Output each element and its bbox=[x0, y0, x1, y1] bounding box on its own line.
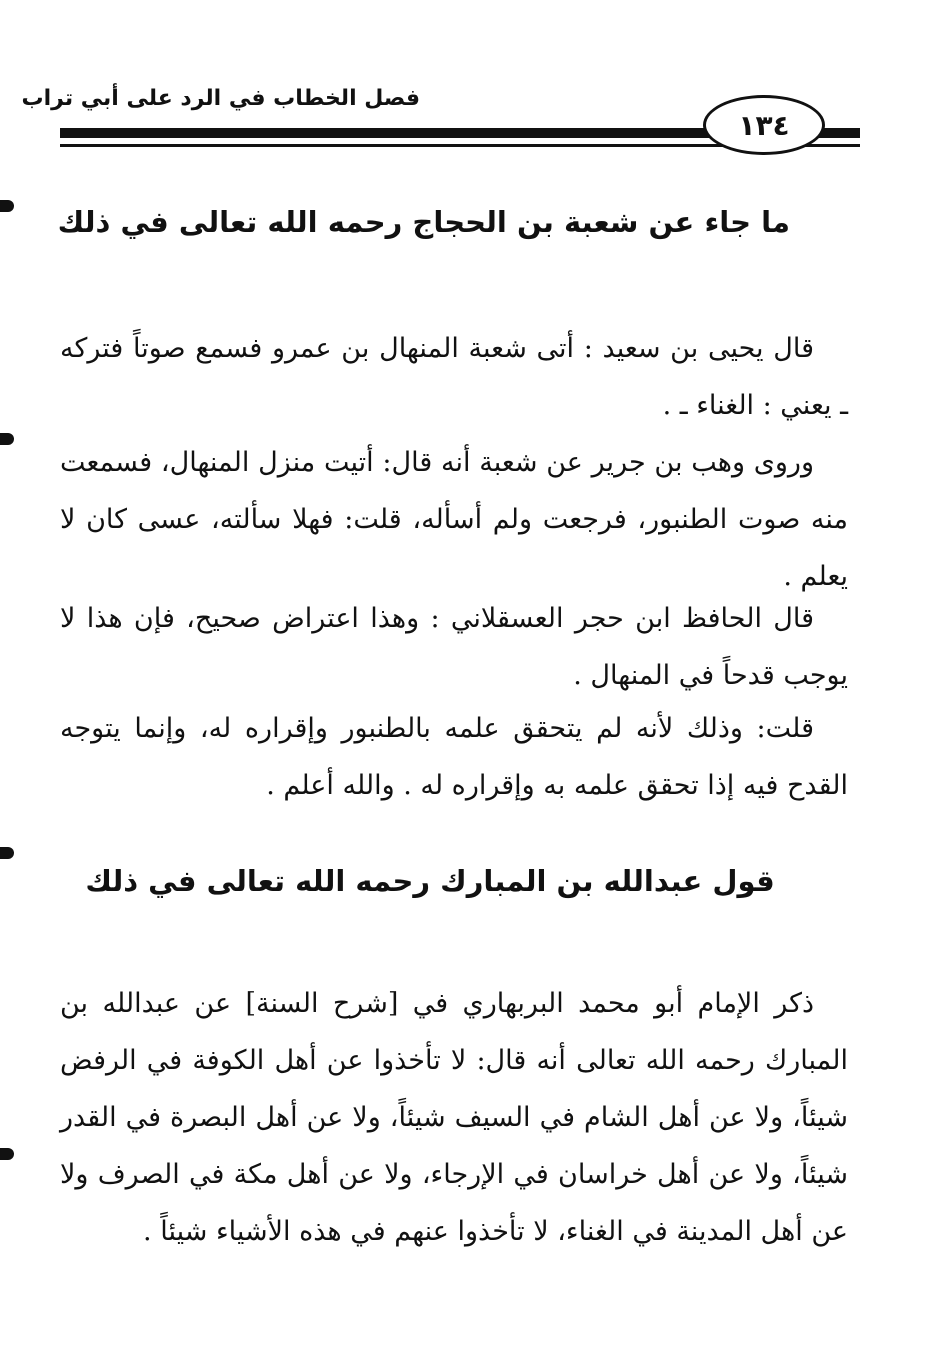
paragraph bbox=[60, 975, 848, 1260]
paragraph-text: وروى وهب بن جرير عن شعبة أنه قال: أتيت منزل المنهال، فسمعت منه صوت الطنبور، فرجعت ولم أسأله، قلت: فهلا سألته، عسى كان لا يعلم . bbox=[60, 447, 848, 592]
margin-tab-mark bbox=[0, 847, 14, 859]
page-number: ١٣٤ bbox=[703, 95, 825, 155]
margin-tab-mark bbox=[0, 200, 14, 212]
paragraph bbox=[60, 700, 848, 814]
margin-tab-mark bbox=[0, 1148, 14, 1160]
running-header-title: فصل الخطاب في الرد على أبي تراب bbox=[21, 86, 420, 111]
margin-tab-mark bbox=[0, 433, 14, 445]
paragraph-text: قلت: وذلك لأنه لم يتحقق علمه بالطنبور وإقراره له، وإنما يتوجه القدح فيه إذا تحقق علمه به وإقراره له . والله أعلم . bbox=[60, 713, 848, 801]
paragraph-text: قال يحيى بن سعيد : أتى شعبة المنهال بن عمرو فسمع صوتاً فتركه ـ يعني : الغناء ـ . bbox=[60, 333, 848, 421]
section-heading: قول عبدالله بن المبارك رحمه الله تعالى في ذلك bbox=[85, 864, 775, 898]
paragraph bbox=[60, 434, 848, 605]
paragraph bbox=[60, 590, 848, 704]
paragraph-text: ذكر الإمام أبو محمد البربهاري في [شرح السنة] عن عبدالله بن المبارك رحمه الله تعالى أنه قال: لا تأخذوا عن أهل الكوفة في الرفض شيئاً، ولا عن أهل الشام في السيف شيئاً، ولا عن أهل البصرة في القدر شيئاً، ولا عن أهل خراسان في الإرجاء، ولا عن أهل مكة في الصرف ولا عن أهل المدينة في الغناء، لا تأخذوا عنهم في هذه الأشياء شيئاً . bbox=[60, 988, 848, 1247]
paragraph bbox=[60, 320, 848, 434]
paragraph-text: قال الحافظ ابن حجر العسقلاني : وهذا اعتراض صحيح، فإن هذا لا يوجب قدحاً في المنهال . bbox=[60, 603, 848, 691]
section-heading: ما جاء عن شعبة بن الحجاج رحمه الله تعالى في ذلك bbox=[57, 205, 790, 239]
